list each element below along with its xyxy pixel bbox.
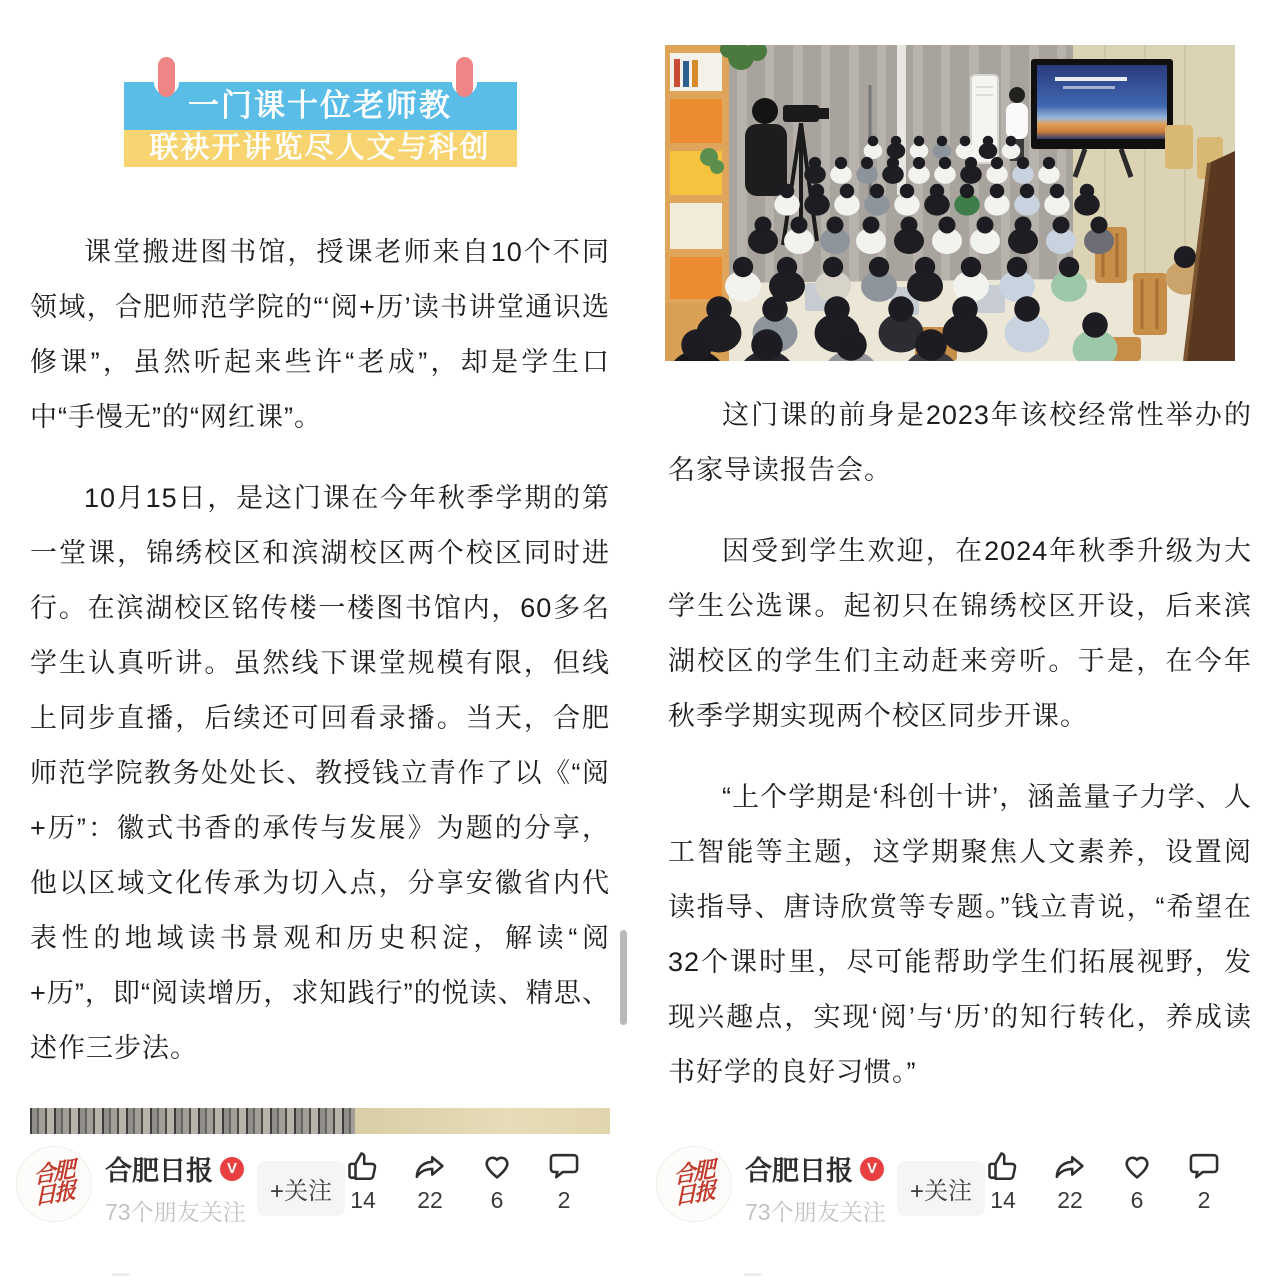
thumbs-up-icon bbox=[985, 1148, 1021, 1184]
post-footer bbox=[640, 1140, 1280, 1260]
favorite-count: 6 bbox=[1130, 1187, 1144, 1213]
favorite-button[interactable] bbox=[479, 1148, 515, 1214]
avatar-logo-text: 合肥日报 bbox=[33, 1156, 75, 1210]
share-arrow-icon bbox=[412, 1148, 448, 1184]
share-arrow-icon bbox=[1052, 1148, 1088, 1184]
paragraph: 这门课的前身是2023年该校经常性举办的名家导读报告会。 bbox=[668, 400, 1252, 485]
comment-icon bbox=[546, 1148, 582, 1184]
account-name: 合肥日报 bbox=[105, 1156, 213, 1186]
banner-title-line2: 联袂开讲览尽人文与科创 bbox=[124, 130, 517, 167]
paragraph: “上个学期是‘科创十讲’，涵盖量子力学、人工智能等主题，这学期聚焦人文素养，设置阅读指导、唐诗欣赏等专题。”钱立青说，“希望在32个课时里，尽可能帮助学生们拓展视野，发现兴趣点，实现‘阅’与‘历’的知行转化，养成读书好学的良好习惯。” bbox=[668, 782, 1252, 1087]
share-count: 22 bbox=[1057, 1187, 1083, 1213]
heart-icon bbox=[1119, 1148, 1155, 1184]
share-count: 22 bbox=[417, 1187, 443, 1213]
comment-button[interactable] bbox=[1186, 1148, 1222, 1214]
classroom-photo[interactable] bbox=[665, 45, 1235, 361]
thumbs-up-icon bbox=[345, 1148, 381, 1184]
like-count: 14 bbox=[990, 1187, 1016, 1213]
article-body-right bbox=[668, 388, 1252, 1100]
followers-note: 73个朋友关注 bbox=[745, 1199, 886, 1225]
paragraph: 课堂搬进图书馆，授课老师来自10个不同领域，合肥师范学院的“‘阅+历’读书讲堂通识选修课”，虽然听起来些许“老成”，却是学生口中“手慢无”的“网红课”。 bbox=[30, 237, 610, 432]
verified-badge-icon: V bbox=[860, 1157, 884, 1181]
pin-icon bbox=[456, 57, 473, 97]
title-banner bbox=[124, 82, 517, 167]
avatar-logo-text: 合肥日报 bbox=[673, 1156, 715, 1210]
paragraph: 10月15日，是这门课在今年秋季学期的第一堂课，锦绣校区和滨湖校区两个校区同时进行。在滨湖校区铭传楼一楼图书馆内，60多名学生认真听讲。虽然线下课堂规模有限，但线上同步直播，后续还可回看录播。当天，合肥师范学院教务处处长、教授钱立青作了以《“阅+历”：徽式书香的承传与发展》为题的分享，他以区域文化传承为切入点，分享安徽省内代表性的地域读书景观和历史积淀，解读“阅+历”，即“阅读增历，求知践行”的悦读、精思、述作三步法。 bbox=[30, 483, 610, 1063]
article-body-left bbox=[30, 225, 610, 1076]
action-bar bbox=[345, 1148, 626, 1214]
banner-title-line1: 一门课十位老师教 bbox=[124, 82, 517, 130]
share-button[interactable] bbox=[412, 1148, 448, 1214]
like-button[interactable] bbox=[985, 1148, 1021, 1214]
heart-icon bbox=[479, 1148, 515, 1184]
account-name: 合肥日报 bbox=[745, 1156, 853, 1186]
action-bar bbox=[985, 1148, 1266, 1214]
like-button[interactable] bbox=[345, 1148, 381, 1214]
follow-button[interactable]: +关注 bbox=[897, 1161, 985, 1216]
followers-note: 73个朋友关注 bbox=[105, 1199, 246, 1225]
share-button[interactable] bbox=[1052, 1148, 1088, 1214]
paragraph: 因受到学生欢迎，在2024年秋季升级为大学生公选课。起初只在锦绣校区开设，后来滨湖校区的学生们主动赶来旁听。于是，在今年秋季学期实现两个校区同步开课。 bbox=[668, 536, 1252, 731]
post-footer bbox=[0, 1140, 640, 1260]
next-row-hint bbox=[0, 1273, 1280, 1276]
comment-icon bbox=[1186, 1148, 1222, 1184]
comment-button[interactable] bbox=[546, 1148, 582, 1214]
post-right bbox=[640, 0, 1280, 1280]
comment-count: 2 bbox=[1197, 1187, 1211, 1213]
follow-button[interactable]: +关注 bbox=[257, 1161, 345, 1216]
avatar[interactable] bbox=[16, 1146, 92, 1222]
favorite-count: 6 bbox=[490, 1187, 504, 1213]
verified-badge-icon: V bbox=[220, 1157, 244, 1181]
scrollbar-thumb[interactable] bbox=[620, 930, 627, 1025]
comment-count: 2 bbox=[557, 1187, 571, 1213]
account-info[interactable] bbox=[745, 1149, 886, 1227]
pin-icon bbox=[158, 57, 175, 97]
like-count: 14 bbox=[350, 1187, 376, 1213]
favorite-button[interactable] bbox=[1119, 1148, 1155, 1214]
account-info[interactable] bbox=[105, 1149, 246, 1227]
bookshelf-sliver bbox=[30, 1108, 355, 1134]
wall-sliver bbox=[355, 1108, 610, 1134]
cropped-photo-strip[interactable] bbox=[30, 1108, 610, 1134]
avatar[interactable] bbox=[656, 1146, 732, 1222]
